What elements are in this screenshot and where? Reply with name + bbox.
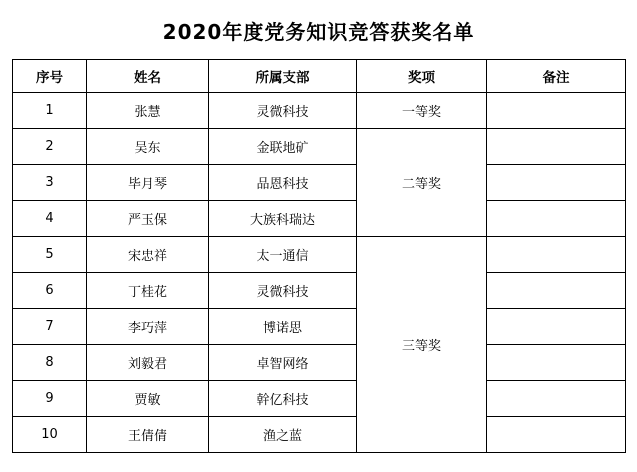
cell-name: 吴东	[87, 129, 209, 165]
cell-branch: 博诺思	[209, 309, 357, 345]
cell-name: 毕月琴	[87, 165, 209, 201]
cell-index: 10	[13, 417, 87, 453]
cell-remark	[487, 417, 626, 453]
column-header-remark: 备注	[487, 60, 626, 93]
cell-index: 5	[13, 237, 87, 273]
cell-name: 刘毅君	[87, 345, 209, 381]
table-row	[13, 129, 626, 165]
cell-index: 6	[13, 273, 87, 309]
cell-name: 张慧	[87, 93, 209, 129]
table-row	[13, 417, 626, 453]
cell-index: 4	[13, 201, 87, 237]
cell-remark	[487, 345, 626, 381]
table-container	[0, 59, 637, 453]
cell-remark	[487, 273, 626, 309]
cell-remark	[487, 237, 626, 273]
table-row	[13, 309, 626, 345]
cell-index: 3	[13, 165, 87, 201]
cell-name: 王倩倩	[87, 417, 209, 453]
column-header-index: 序号	[13, 60, 87, 93]
table-row	[13, 201, 626, 237]
cell-index: 2	[13, 129, 87, 165]
cell-remark	[487, 381, 626, 417]
cell-remark	[487, 201, 626, 237]
cell-index: 8	[13, 345, 87, 381]
cell-branch: 金联地矿	[209, 129, 357, 165]
cell-remark	[487, 309, 626, 345]
column-header-name: 姓名	[87, 60, 209, 93]
table-row	[13, 273, 626, 309]
cell-prize: 二等奖	[357, 129, 487, 237]
cell-index: 7	[13, 309, 87, 345]
cell-branch: 太一通信	[209, 237, 357, 273]
column-header-branch: 所属支部	[209, 60, 357, 93]
cell-name: 丁桂花	[87, 273, 209, 309]
page-title: 2020年度党务知识竞答获奖名单	[162, 20, 475, 44]
table-row	[13, 381, 626, 417]
cell-remark	[487, 129, 626, 165]
table-header-row	[13, 60, 626, 93]
cell-branch: 灵微科技	[209, 93, 357, 129]
cell-branch: 大族科瑞达	[209, 201, 357, 237]
table-row	[13, 93, 626, 129]
cell-branch: 幹亿科技	[209, 381, 357, 417]
cell-name: 严玉保	[87, 201, 209, 237]
cell-branch: 灵微科技	[209, 273, 357, 309]
cell-remark	[487, 93, 626, 129]
column-header-prize: 奖项	[357, 60, 487, 93]
cell-branch: 品恩科技	[209, 165, 357, 201]
cell-index: 1	[13, 93, 87, 129]
cell-remark	[487, 165, 626, 201]
cell-name: 李巧萍	[87, 309, 209, 345]
cell-branch: 渔之蓝	[209, 417, 357, 453]
cell-branch: 卓智网络	[209, 345, 357, 381]
cell-name: 宋忠祥	[87, 237, 209, 273]
cell-index: 9	[13, 381, 87, 417]
cell-prize: 三等奖	[357, 237, 487, 453]
cell-prize: 一等奖	[357, 93, 487, 129]
table-row	[13, 165, 626, 201]
award-list-table	[12, 59, 626, 453]
table-row	[13, 237, 626, 273]
table-row	[13, 345, 626, 381]
cell-name: 贾敏	[87, 381, 209, 417]
